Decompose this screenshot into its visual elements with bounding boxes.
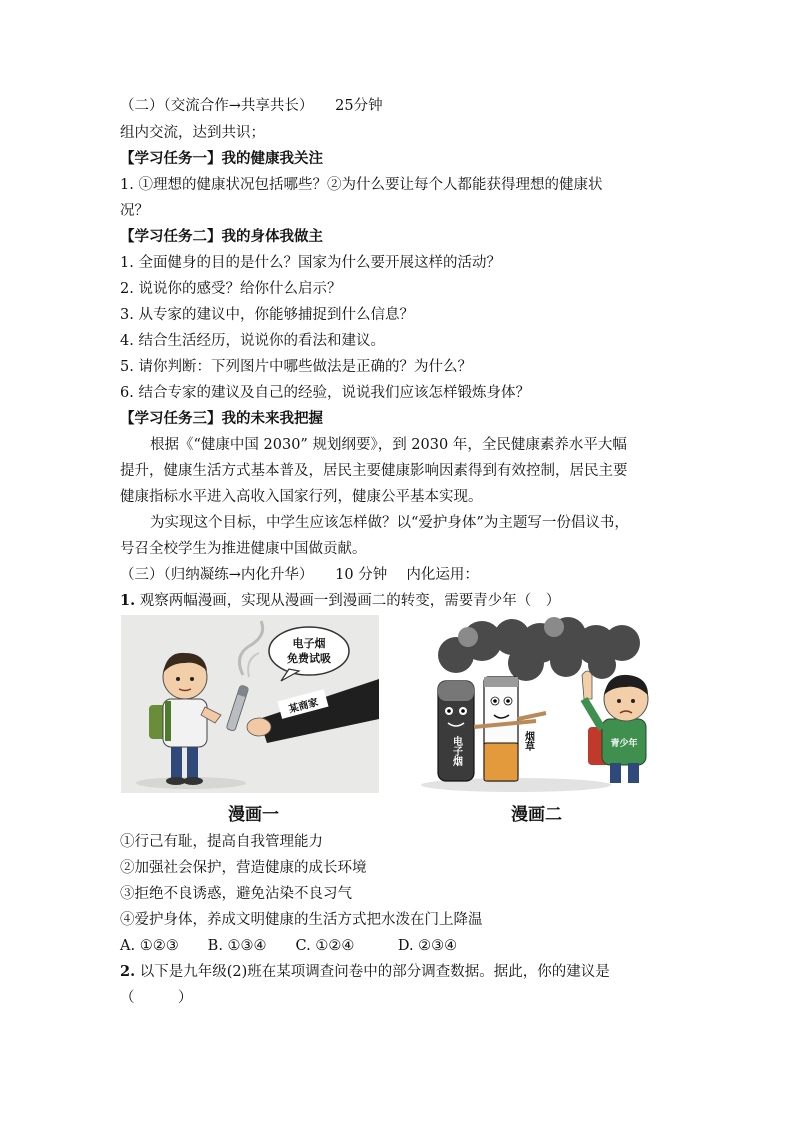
exercise1-option: ②加强社会保护，营造健康的成长环境 <box>120 860 367 876</box>
cartoon2-ecig-label: 电子烟 <box>450 736 462 766</box>
cartoon1-bubble-line2: 免费试吸 <box>287 652 331 665</box>
cartoon2-caption: 漫画二 <box>511 805 562 825</box>
task2-question: 1. 全面健身的目的是什么？国家为什么要开展这样的活动？ <box>120 255 501 271</box>
task3-paragraph2-line2: 号召全校学生为推进健康中国做贡献。 <box>120 541 367 557</box>
exercise1-stem <box>120 591 560 611</box>
task3-paragraph1-line1: 根据《“健康中国 2030” 规划纲要》，到 2030 年，全民健康素养水平大幅 <box>150 437 627 453</box>
task3-paragraph2-line1: 为实现这个目标，中学生应该怎样做？以“爱护身体”为主题写一份倡议书， <box>150 515 629 531</box>
exercise1-option: ③拒绝不良诱惑，避免沾染不良习气 <box>120 886 352 902</box>
task1-title: 【学习任务一】我的健康我关注 <box>120 150 323 167</box>
exercise2-answer-blank: （ ） <box>120 990 193 1006</box>
exercise1-option: ①行己有耻，提高自我管理能力 <box>120 834 323 850</box>
task3-paragraph1-line2: 提升，健康生活方式基本普及，居民主要健康影响因素得到有效控制，居民主要 <box>120 463 628 479</box>
task2-question: 2. 说说你的感受？给你什么启示？ <box>120 281 342 297</box>
cartoon2-image <box>416 615 674 793</box>
exercise1-stem-text: 观察两幅漫画，实现从漫画一到漫画二的转变，需要青少年（ ） <box>135 593 561 609</box>
exercise2-stem <box>120 962 610 982</box>
cartoon1-bubble-line1: 电子烟 <box>292 637 326 650</box>
section2-heading: （二）（交流合作→共享共长） 25分钟 <box>120 98 383 114</box>
exercise1-option: ④爱护身体，养成文明健康的生活方式把水泼在门上降温 <box>120 912 483 928</box>
exercise1-number: 1. <box>120 592 136 609</box>
section3-heading: （三）（归纳凝练→内化升华） 10 分钟 内化运用： <box>120 567 479 583</box>
exercise2-stem-text: 以下是九年级(2)班在某项调查问卷中的部分调查数据。据此，你的建议是 <box>135 964 610 980</box>
exercise1-choices: A. ①②③ B. ①③④ C. ①②④ D. ②③④ <box>120 938 458 954</box>
cartoon1-image <box>121 615 379 793</box>
section2-intro: 组内交流，达到共识； <box>120 125 265 141</box>
cartoon2-cigarette-label: 烟草 <box>522 731 534 751</box>
task1-question-line2: 况？ <box>120 203 149 219</box>
task2-question: 4. 结合生活经历，说说你的看法和建议。 <box>120 333 385 349</box>
task2-question: 6. 结合专家的建议及自己的经验，说说我们应该怎样锻炼身体？ <box>120 385 530 401</box>
cartoon1-caption: 漫画一 <box>228 805 279 825</box>
cartoon2-teen-label: 青少年 <box>610 739 638 749</box>
task1-question-line1: 1. ①理想的健康状况包括哪些？②为什么要让每个人都能获得理想的健康状 <box>120 177 603 193</box>
cartoon1-sleeve-label: 某商家 <box>287 697 320 716</box>
task3-title: 【学习任务三】我的未来我把握 <box>120 410 323 427</box>
task2-question: 3. 从专家的建议中，你能够捕捉到什么信息？ <box>120 307 414 323</box>
task3-paragraph1-line3: 健康指标水平进入高收入国家行列，健康公平基本实现。 <box>120 489 483 505</box>
task2-question: 5. 请你判断：下列图片中哪些做法是正确的？为什么？ <box>120 359 472 375</box>
task2-title: 【学习任务二】我的身体我做主 <box>120 228 323 245</box>
exercise2-number: 2. <box>120 963 136 980</box>
